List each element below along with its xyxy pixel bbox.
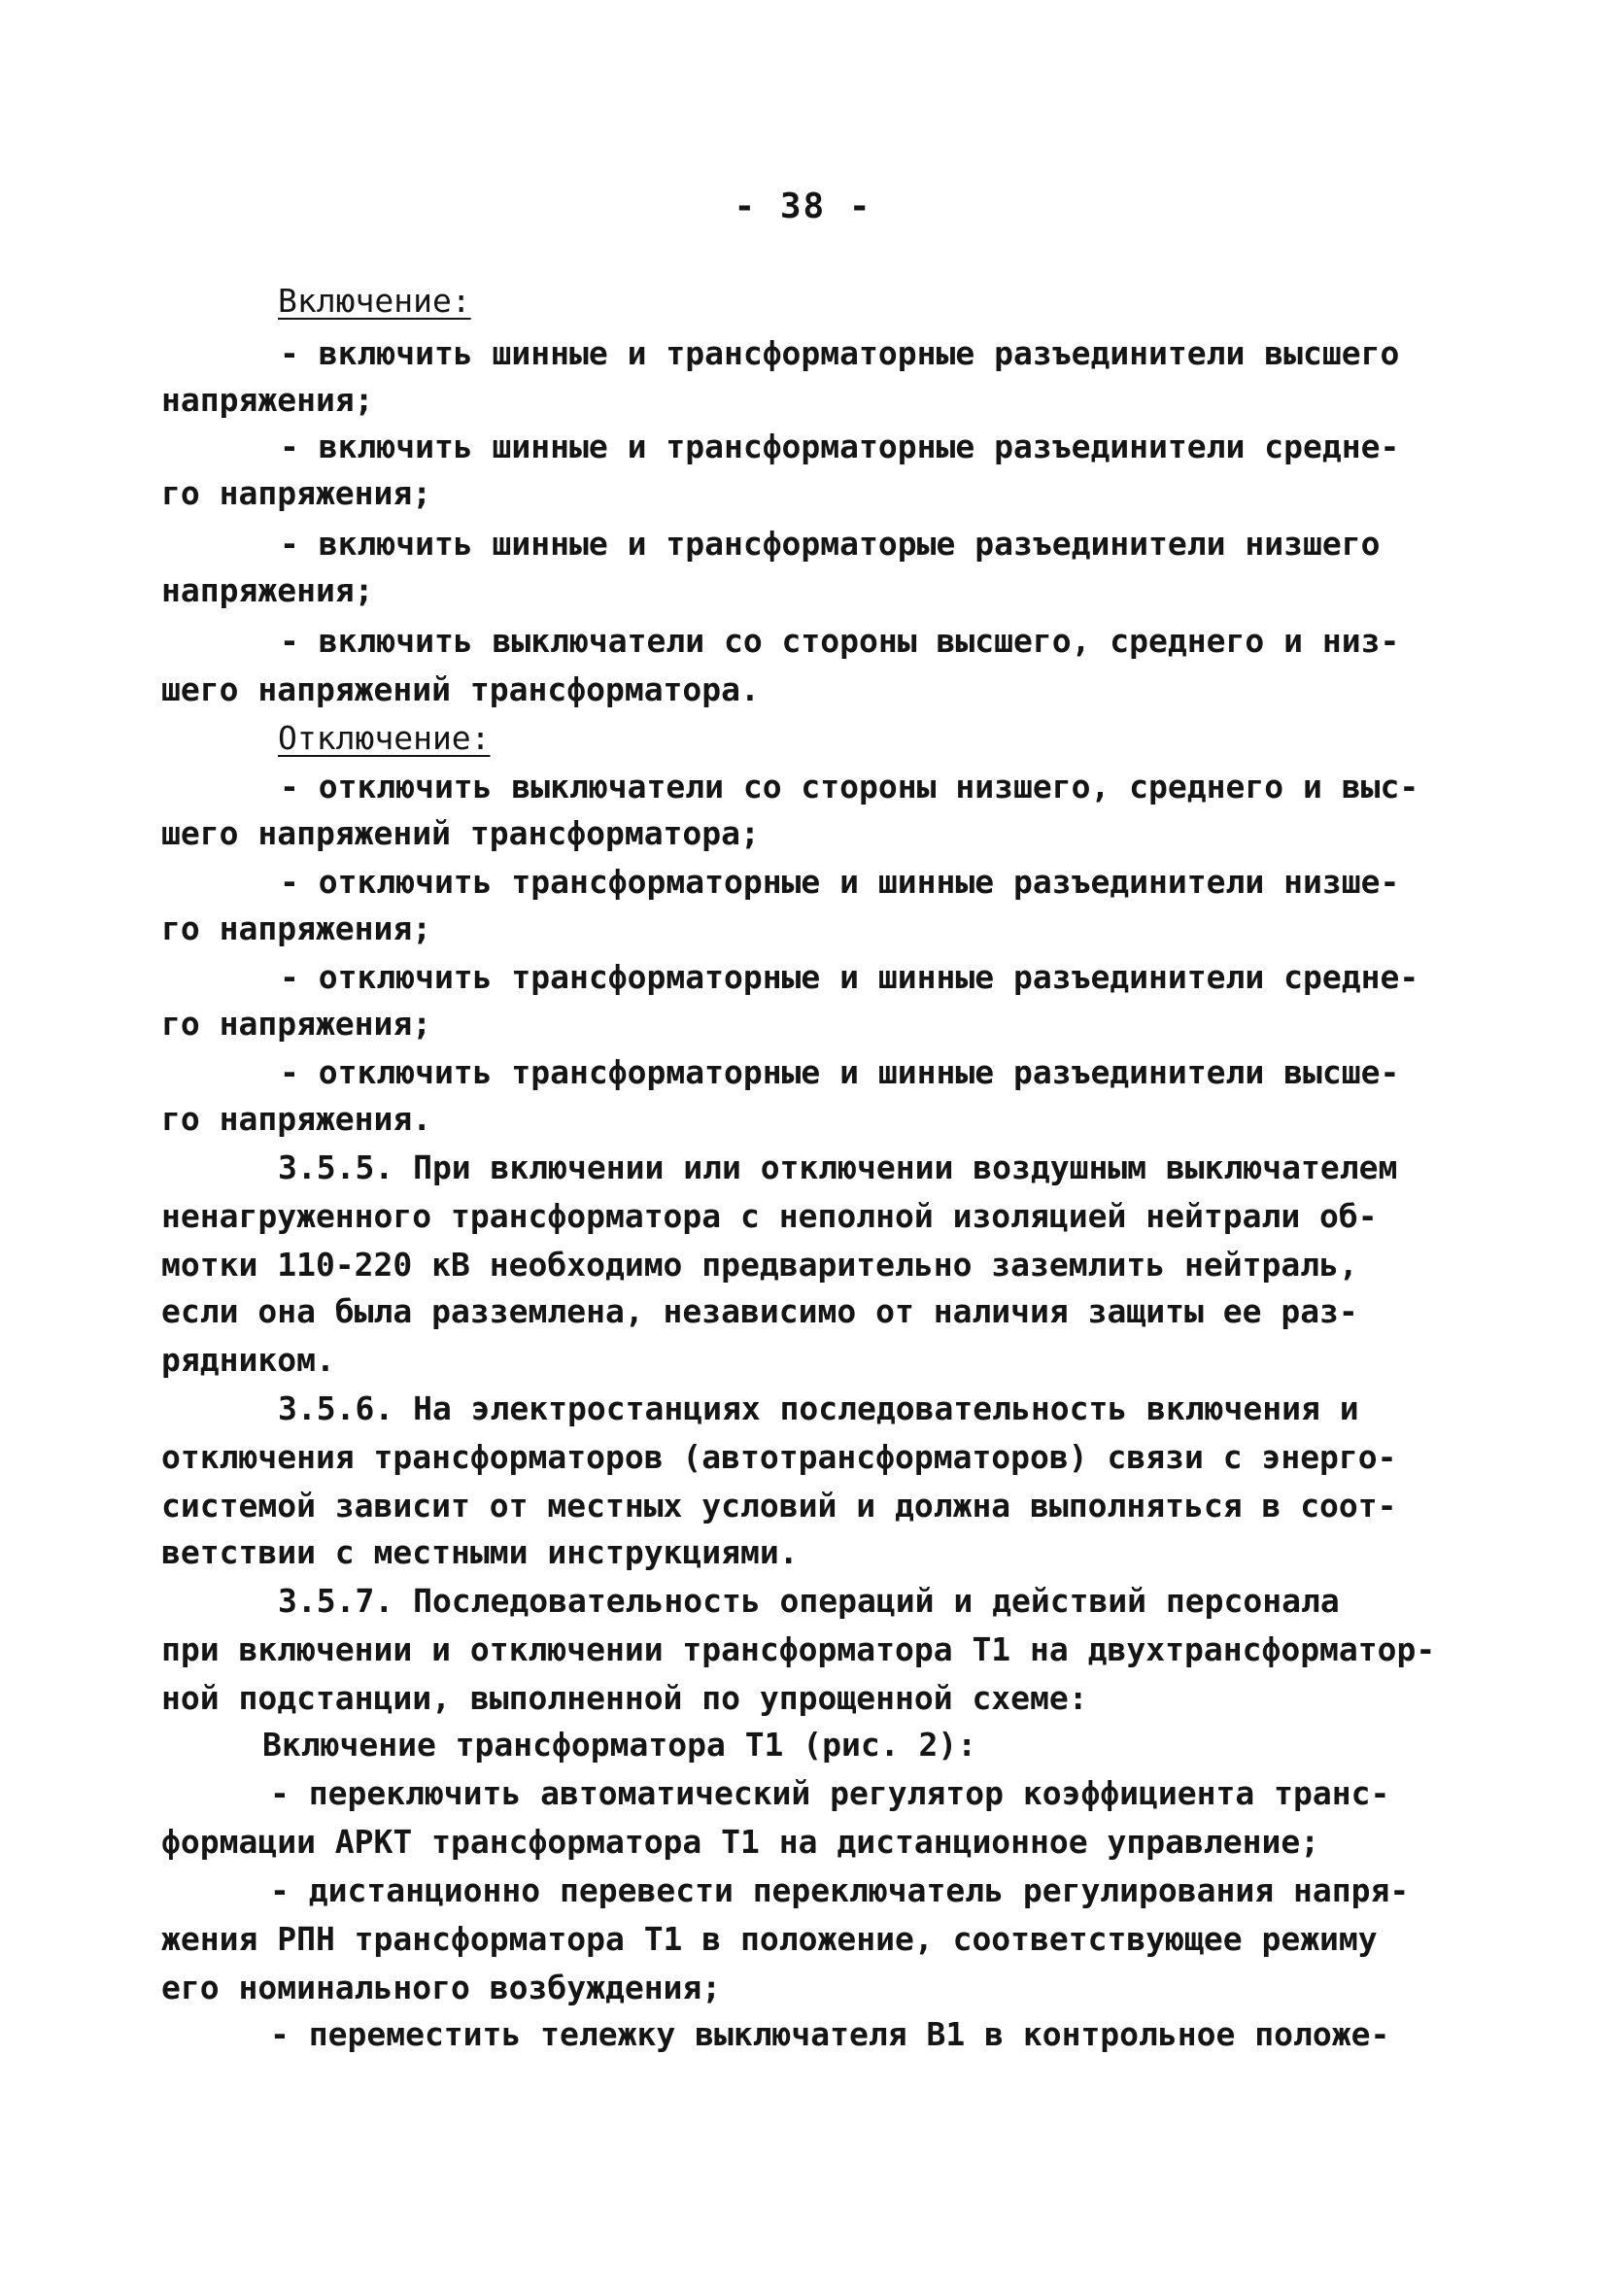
text-line: - включить шинные и трансформаторные разъединители высшего xyxy=(280,334,1400,372)
text-line: системой зависит от местных условий и должна выполняться в соот- xyxy=(161,1487,1397,1525)
text-line: отключения трансформаторов (автотрансформаторов) связи с энерго- xyxy=(161,1438,1397,1476)
text-line: - отключить трансформаторные и шинные разъединители низше- xyxy=(280,863,1400,901)
text-line: - включить выключатели со стороны высшего, среднего и низ- xyxy=(280,622,1400,660)
text-line: го напряжения; xyxy=(161,1005,432,1043)
text-line: - отключить выключатели со стороны низшего, среднего и выс- xyxy=(280,768,1419,805)
text-line: - дистанционно перевести переключатель регулирования напря- xyxy=(270,1871,1410,1909)
text-line: ветствии с местными инструкциями. xyxy=(161,1533,799,1571)
text-line: - включить шинные и трансформаторые разъединители низшего xyxy=(280,525,1381,563)
text-line: ненагруженного трансформатора с неполной изоляцией нейтрали об- xyxy=(161,1197,1378,1235)
text-line: ной подстанции, выполненной по упрощенной схеме: xyxy=(161,1679,1088,1717)
text-line: Включение трансформатора Т1 (рис. 2): xyxy=(262,1726,977,1764)
text-line: рядником. xyxy=(161,1341,335,1379)
text-line: - включить шинные и трансформаторные разъединители средне- xyxy=(280,428,1400,465)
text-line: го напряжения; xyxy=(161,474,432,512)
paragraph-3-5-6-line: 3.5.6. На электростанциях последовательность включения и xyxy=(278,1389,1359,1427)
text-line: если она была разземлена, независимо от наличия защиты ее раз- xyxy=(161,1292,1358,1330)
text-line: при включении и отключении трансформатора Т1 на двухтрансформатор- xyxy=(161,1630,1436,1668)
text-line: жения РПН трансформатора Т1 в положение, соответствующее режиму xyxy=(161,1920,1378,1958)
text-line: формации АРКТ трансформатора Т1 на дистанционное управление; xyxy=(161,1823,1320,1861)
text-line: напряжения; xyxy=(161,381,374,419)
text-line: мотки 110-220 кВ необходимо предварительно заземлить нейтраль, xyxy=(161,1246,1358,1284)
text-line: - переключить автоматический регулятор коэффициента транс- xyxy=(270,1774,1390,1812)
text-line: го напряжения; xyxy=(161,909,432,947)
text-line: шего напряжений трансформатора. xyxy=(161,670,760,708)
text-line: шего напряжений трансформатора; xyxy=(161,814,760,852)
text-line: - переместить тележку выключателя В1 в контрольное положе- xyxy=(270,2015,1390,2053)
text-line: - отключить трансформаторные и шинные разъединители средне- xyxy=(280,958,1419,996)
text-line-heading-otkluchenie: Отключение: xyxy=(278,719,491,757)
text-line-heading-vkluchenie: Включение: xyxy=(278,282,471,320)
paragraph-3-5-5-line: 3.5.5. При включении или отключении воздушным выключателем xyxy=(278,1148,1398,1186)
page-number: - 38 - xyxy=(734,187,872,226)
text-line: напряжения; xyxy=(161,571,374,609)
text-line: его номинального возбуждения; xyxy=(161,1969,722,2006)
text-line: - отключить трансформаторные и шинные разъединители высше- xyxy=(280,1053,1400,1091)
paragraph-3-5-7-line: 3.5.7. Последовательность операций и действий персонала xyxy=(278,1582,1340,1620)
text-line: го напряжения. xyxy=(161,1100,432,1138)
